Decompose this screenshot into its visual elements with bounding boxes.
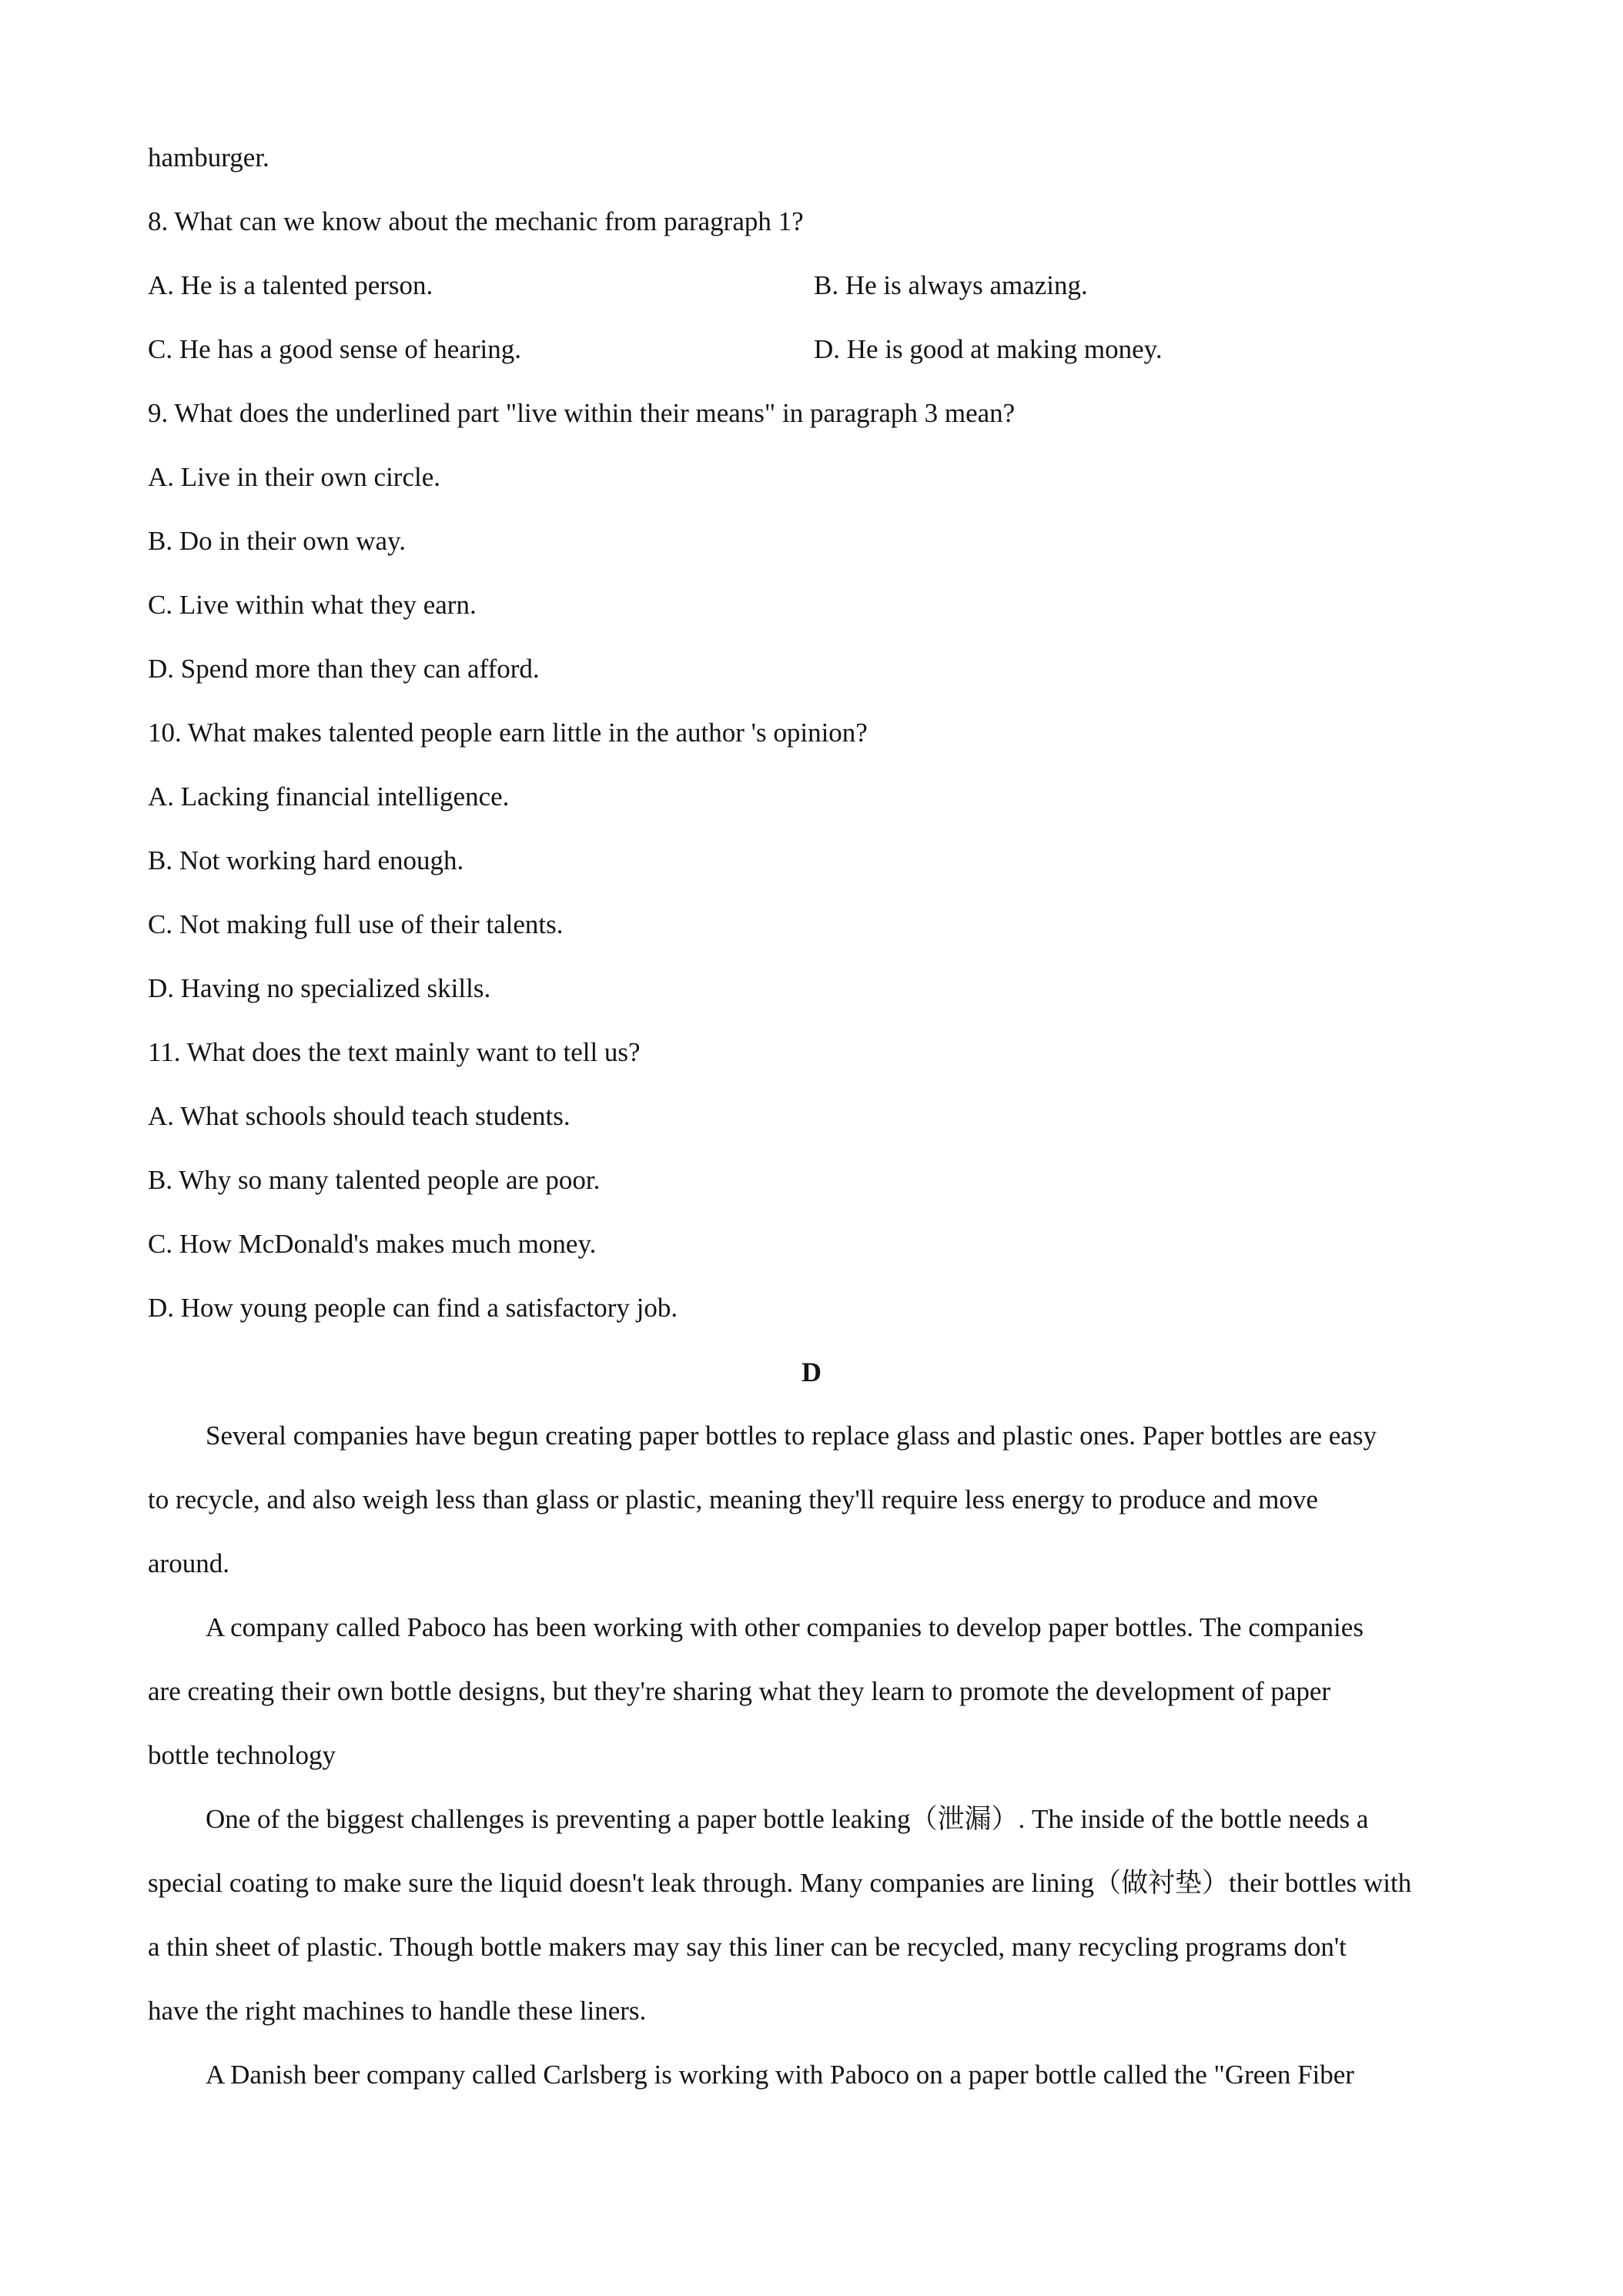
q9-option-a: A. Live in their own circle. — [148, 462, 441, 492]
q11-option-a: A. What schools should teach students. — [148, 1101, 571, 1131]
paragraph-2-line-3: bottle technology — [148, 1740, 336, 1770]
q8-option-d: D. He is good at making money. — [814, 334, 1163, 364]
paragraph-3-line-2: special coating to make sure the liquid doesn't leak through. Many companies are lining（做衬垫）their bottles with — [148, 1868, 1412, 1898]
question-10: 10. What makes talented people earn little in the author 's opinion? — [148, 718, 868, 748]
paragraph-2-line-2: are creating their own bottle designs, but they're sharing what they learn to promote the development of paper — [148, 1676, 1331, 1706]
q9-option-c: C. Live within what they earn. — [148, 590, 477, 620]
paragraph-1-line-2: to recycle, and also weigh less than glass or plastic, meaning they'll require less energy to produce and move — [148, 1484, 1318, 1514]
q11-option-d: D. How young people can find a satisfactory job. — [148, 1293, 678, 1323]
paragraph-3-line-1: One of the biggest challenges is preventing a paper bottle leaking（泄漏）. The inside of the bottle needs a — [206, 1804, 1369, 1834]
q10-option-c: C. Not making full use of their talents. — [148, 909, 564, 939]
paragraph-3-line-4: have the right machines to handle these liners. — [148, 1996, 647, 2026]
section-heading: D — [801, 1357, 822, 1387]
paragraph-1-line-1: Several companies have begun creating paper bottles to replace glass and plastic ones. Paper bottles are easy — [206, 1421, 1377, 1451]
q8-option-b: B. He is always amazing. — [814, 270, 1088, 300]
q9-option-d: D. Spend more than they can afford. — [148, 654, 540, 684]
question-8: 8. What can we know about the mechanic from paragraph 1? — [148, 206, 804, 236]
question-9: 9. What does the underlined part "live within their means" in paragraph 3 mean? — [148, 398, 1016, 428]
paragraph-2-line-1: A company called Paboco has been working with other companies to develop paper bottles. The companies — [206, 1612, 1364, 1642]
continuation-text: hamburger. — [148, 142, 269, 172]
q9-option-b: B. Do in their own way. — [148, 526, 407, 556]
paragraph-3-line-3: a thin sheet of plastic. Though bottle makers may say this liner can be recycled, many recycling programs don't — [148, 1932, 1347, 1962]
q10-option-b: B. Not working hard enough. — [148, 845, 464, 875]
paragraph-4-line-1: A Danish beer company called Carlsberg is working with Paboco on a paper bottle called the "Green Fiber — [206, 2060, 1354, 2090]
paragraph-1-line-3: around. — [148, 1548, 229, 1578]
q8-option-a: A. He is a talented person. — [148, 270, 433, 300]
q11-option-b: B. Why so many talented people are poor. — [148, 1165, 601, 1195]
question-11: 11. What does the text mainly want to tell us? — [148, 1037, 641, 1067]
q10-option-a: A. Lacking financial intelligence. — [148, 782, 510, 812]
q10-option-d: D. Having no specialized skills. — [148, 973, 491, 1003]
q8-option-c: C. He has a good sense of hearing. — [148, 334, 522, 364]
q11-option-c: C. How McDonald's makes much money. — [148, 1229, 597, 1259]
